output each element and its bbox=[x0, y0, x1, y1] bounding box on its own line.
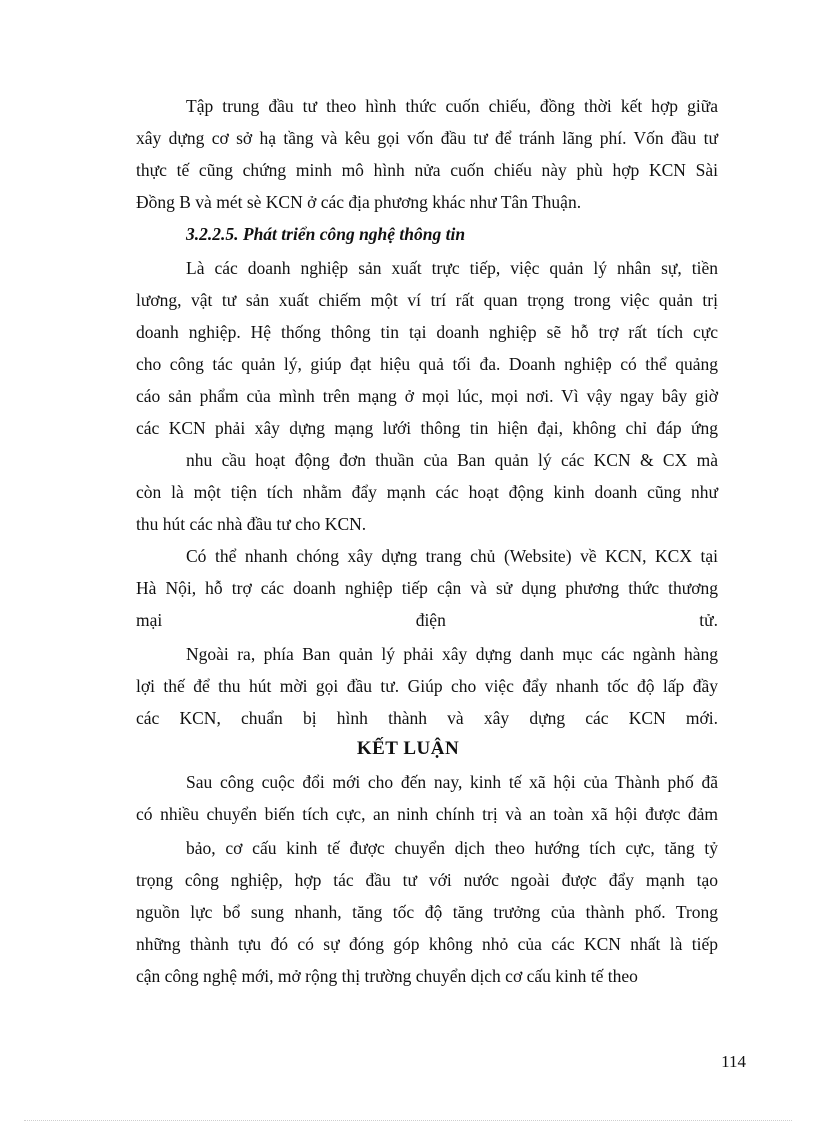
text-line: thu hút các nhà đầu tư cho KCN. bbox=[136, 514, 367, 534]
text-line: các KCN, chuẩn bị hình thành và xây dựng các KCN mới. bbox=[136, 708, 718, 728]
text-line: Tập trung đầu tư theo hình thức cuốn chiếu, đồng thời kết hợp giữa bbox=[186, 96, 718, 116]
text-line: Có thể nhanh chóng xây dựng trang chủ (Website) về KCN, KCX tại bbox=[186, 546, 718, 566]
text-line: Hà Nội, hỗ trợ các doanh nghiệp tiếp cận và sử dụng phương thức thương bbox=[136, 578, 718, 598]
text-line: Đồng B và mét sè KCN ở các địa phương khác như Tân Thuận. bbox=[136, 192, 582, 212]
text-line: Ngoài ra, phía Ban quản lý phải xây dựng danh mục các ngành hàng bbox=[186, 644, 718, 664]
text-line: lợi thế để thu hút mời gọi đầu tư. Giúp cho việc đẩy nhanh tốc độ lấp đầy bbox=[136, 676, 718, 696]
text-line: Sau công cuộc đổi mới cho đến nay, kinh tế xã hội của Thành phố đã bbox=[186, 772, 718, 792]
text-line: thực tế cũng chứng minh mô hình nửa cuốn chiếu này phù hợp KCN Sài bbox=[136, 160, 718, 180]
page-number: 114 bbox=[721, 1052, 746, 1071]
text-line: lương, vật tư sản xuất chiếm một ví trí rất quan trọng trong việc quản trị bbox=[136, 290, 718, 310]
text-line: cáo sản phẩm của mình trên mạng ở mọi lúc, mọi nơi. Vì vậy ngay bây giờ bbox=[136, 386, 718, 406]
text-line: Là các doanh nghiệp sản xuất trực tiếp, việc quản lý nhân sự, tiền bbox=[186, 258, 718, 278]
text-line: cận công nghệ mới, mở rộng thị trường chuyển dịch cơ cấu kinh tế theo bbox=[136, 966, 638, 986]
section-heading: KẾT LUẬN bbox=[356, 738, 460, 759]
text-line: nhu cầu hoạt động đơn thuần của Ban quản lý các KCN & CX mà bbox=[186, 450, 718, 470]
section-subheading: 3.2.2.5. Phát triển công nghệ thông tin bbox=[186, 224, 466, 244]
text-line: những thành tựu đó có sự đóng góp không nhỏ của các KCN nhất là tiếp bbox=[136, 934, 718, 954]
text-line: bảo, cơ cấu kinh tế được chuyển dịch theo hướng tích cực, tăng tỷ bbox=[186, 838, 718, 858]
text-line: các KCN phải xây dựng mạng lưới thông tin hiện đại, không chỉ đáp ứng bbox=[136, 418, 718, 438]
text-line: mại điện tử. bbox=[136, 610, 718, 630]
text-line: trọng công nghiệp, hợp tác đầu tư với nước ngoài được đẩy mạnh tạo bbox=[136, 870, 718, 890]
text-line: còn là một tiện tích nhằm đẩy mạnh các hoạt động kinh doanh cũng như bbox=[136, 482, 718, 502]
page-bottom-divider bbox=[24, 1120, 792, 1121]
text-line: doanh nghiệp. Hệ thống thông tin tại doanh nghiệp sẽ hỗ trợ rất tích cực bbox=[136, 322, 718, 342]
text-line: cho công tác quản lý, giúp đạt hiệu quả tối đa. Doanh nghiệp có thể quảng bbox=[136, 354, 718, 374]
text-line: có nhiều chuyển biến tích cực, an ninh chính trị và an toàn xã hội được đảm bbox=[136, 804, 718, 824]
text-line: xây dựng cơ sở hạ tầng và kêu gọi vốn đầu tư để tránh lãng phí. Vốn đầu tư bbox=[136, 128, 718, 148]
text-line: nguồn lực bổ sung nhanh, tăng tốc độ tăng trưởng của thành phố. Trong bbox=[136, 902, 718, 922]
